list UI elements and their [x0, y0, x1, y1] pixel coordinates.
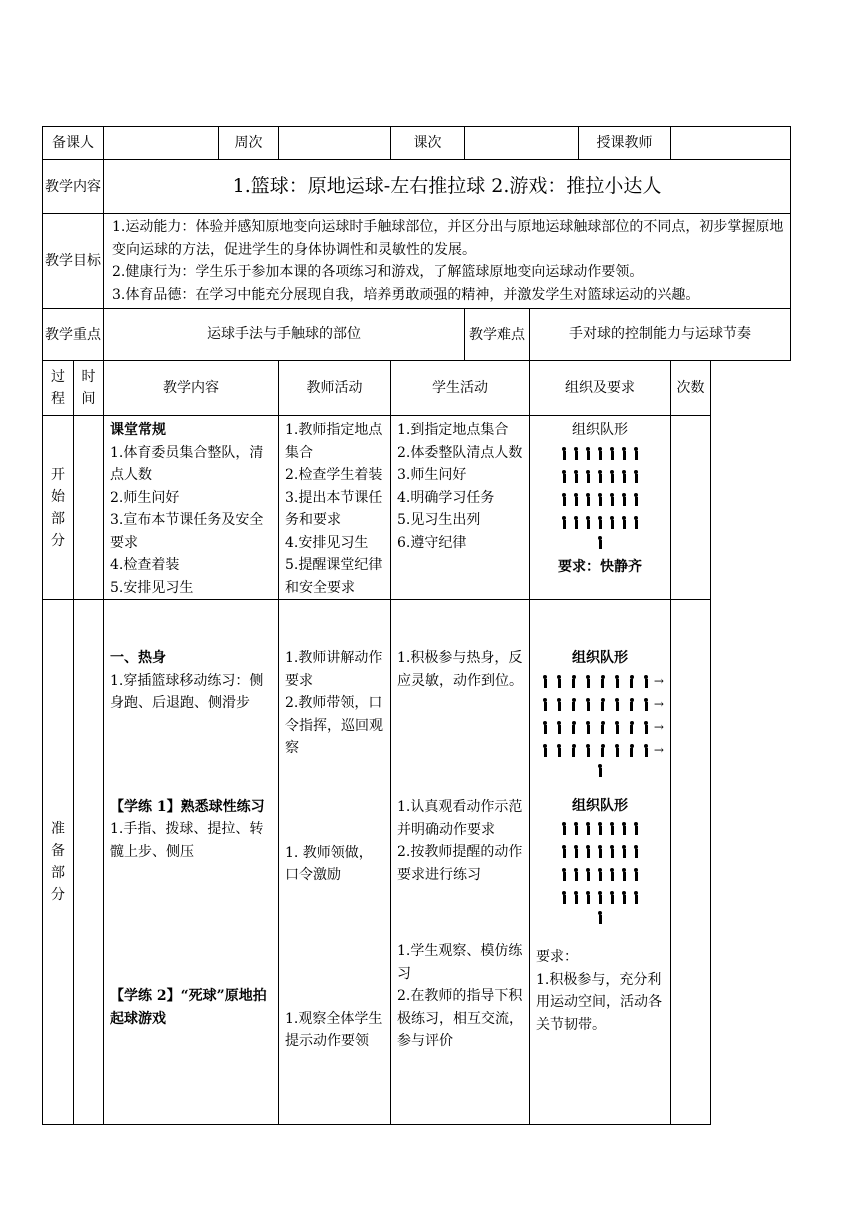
- student-figure-icon: [597, 516, 603, 529]
- prep-time: [74, 600, 104, 1125]
- start-row: [43, 416, 791, 600]
- student-figure-icon: [573, 470, 579, 483]
- requirement-text: 1.积极参与，充分利用运动空间，活动各关节韧带。: [536, 971, 662, 1033]
- student-figure-icon: [542, 721, 544, 734]
- col-student-activity: 学生活动: [391, 361, 530, 416]
- student-figure-icon: [573, 868, 579, 881]
- student-figure-icon: [585, 822, 591, 835]
- student-figure-icon: [633, 822, 639, 835]
- start-count: [671, 416, 711, 600]
- student-figure-icon: [556, 675, 558, 688]
- drill2-title: 【学练 2】“死球”原地拍起球游戏: [110, 988, 267, 1027]
- requirement-label: 要求：: [536, 949, 578, 965]
- goal-item: 1.运动能力：体验并感知原地变向运球时手触球部位，并区分出与原地运球触球部位的不同点，初步掌握原地变向运球的方法，促进学生的身体协调性和灵敏性的发展。: [112, 219, 784, 258]
- student-figure-icon: [633, 470, 639, 483]
- warmup-title: 一、热身: [110, 650, 166, 666]
- start-teacher: [279, 416, 391, 600]
- col-process: 过程: [43, 361, 74, 416]
- student-figure-icon: [629, 744, 631, 757]
- start-content: [104, 416, 279, 600]
- lesson-plan-table: [42, 126, 791, 1125]
- student-figure-icon: [542, 675, 544, 688]
- prep-count: [671, 600, 711, 1125]
- list-item: 2.体委整队清点人数: [397, 444, 523, 461]
- student-figure-icon: [597, 822, 603, 835]
- student-figure-icon: [585, 868, 591, 881]
- student-figure-icon: [571, 675, 573, 688]
- start-content-title: 课堂常规: [110, 422, 166, 438]
- formation-row: [536, 840, 664, 863]
- formation-title: 组织队形: [572, 797, 628, 814]
- student-figure-icon: [585, 744, 587, 757]
- student-figure-icon: [621, 845, 627, 858]
- list-item: 4.安排见习生: [285, 534, 369, 551]
- student-figure-icon: [573, 891, 579, 904]
- prep-student: [391, 600, 530, 1125]
- student-figure-icon: [621, 822, 627, 835]
- prep-row: [43, 600, 791, 1125]
- goal-item: 3.体育品德：在学习中能充分展现自我，培养勇敢顽强的精神，并激发学生对篮球运动的兴趣。: [112, 286, 700, 303]
- warmup-item: 1.穿插篮球移动练习：侧身跑、后退跑、侧滑步: [110, 672, 264, 711]
- student-figure-icon: [597, 845, 603, 858]
- list-item: 2.教师带领，口令指挥，巡回观察: [285, 695, 383, 756]
- column-header-row: [43, 361, 791, 416]
- arrow-right-icon: →: [653, 673, 664, 688]
- formation-diagram: [536, 442, 664, 554]
- list-item: 5.见习生出列: [397, 512, 481, 528]
- student-figure-icon: [614, 744, 616, 757]
- student-figure-icon: [609, 493, 615, 506]
- student-figure-icon: [585, 516, 591, 529]
- student-figure-icon: [597, 447, 603, 460]
- start-time: [74, 416, 104, 600]
- student-figure-icon: [600, 744, 602, 757]
- prep-label: 准备部分: [43, 600, 74, 1125]
- student-figure-icon: [561, 822, 567, 835]
- col-count: 次数: [671, 361, 711, 416]
- student-figure-icon: [561, 868, 567, 881]
- formation-row: [536, 739, 664, 762]
- formation-row: [536, 511, 664, 534]
- student-figure-icon: [609, 516, 615, 529]
- student-figure-icon: [633, 447, 639, 460]
- prep-teacher: [279, 600, 391, 1125]
- student-figure-icon: [597, 470, 603, 483]
- student-figure-icon: [621, 516, 627, 529]
- student-figure-icon: [621, 470, 627, 483]
- student-figure-icon: [609, 868, 615, 881]
- formation-row: [536, 886, 664, 909]
- goals-cell: [104, 214, 791, 309]
- arrow-right-icon: →: [653, 696, 664, 711]
- student-figure-icon: [643, 675, 645, 688]
- student-figure-icon: [573, 822, 579, 835]
- student-figure-icon: [633, 516, 639, 529]
- content-label: 教学内容: [43, 160, 104, 214]
- list-item: 1.到指定地点集合: [397, 422, 509, 438]
- student-figure-icon: [585, 675, 587, 688]
- prep-content: [104, 600, 279, 1125]
- content-row: [43, 160, 791, 214]
- teacher-figure-icon: [597, 536, 603, 549]
- formation-title: 组织队形: [572, 650, 628, 666]
- col-time: 时间: [74, 361, 104, 416]
- student-figure-icon: [585, 447, 591, 460]
- student-figure-icon: [600, 721, 602, 734]
- teacher-label: 授课教师: [579, 127, 671, 160]
- list-item: 1.学生观察、模仿练习: [397, 943, 523, 982]
- student-figure-icon: [542, 744, 544, 757]
- col-teaching-content: 教学内容: [104, 361, 279, 416]
- lesson-plan-sheet: [42, 126, 790, 1116]
- student-figure-icon: [597, 493, 603, 506]
- list-item: 4.明确学习任务: [397, 489, 495, 506]
- list-item: 3.师生问好: [397, 467, 467, 483]
- start-label: 开始部分: [43, 416, 74, 600]
- header-row: [43, 127, 791, 160]
- student-figure-icon: [561, 891, 567, 904]
- lesson-label: 课次: [391, 127, 465, 160]
- formation-row: [536, 693, 664, 716]
- student-figure-icon: [585, 698, 587, 711]
- student-figure-icon: [614, 675, 616, 688]
- content-title: 1.篮球：原地运球-左右推拉球 2.游戏：推拉小达人: [104, 160, 791, 214]
- student-figure-icon: [571, 698, 573, 711]
- drill2-teacher: 1.观察全体学生提示动作要领: [285, 1010, 383, 1049]
- student-figure-icon: [556, 744, 558, 757]
- formation-leader: [536, 909, 664, 929]
- keypoints-row: [43, 309, 791, 361]
- formation-diagram: [536, 817, 664, 929]
- student-figure-icon: [585, 891, 591, 904]
- student-figure-icon: [573, 493, 579, 506]
- student-figure-icon: [609, 822, 615, 835]
- student-figure-icon: [621, 868, 627, 881]
- col-teacher-activity: 教师活动: [279, 361, 391, 416]
- student-figure-icon: [542, 698, 544, 711]
- list-item: 2.检查学生着装: [285, 467, 383, 483]
- student-figure-icon: [597, 868, 603, 881]
- student-figure-icon: [556, 721, 558, 734]
- preparer-value: [104, 127, 219, 160]
- student-figure-icon: [585, 845, 591, 858]
- drill1-title: 【学练 1】熟悉球性练习: [110, 798, 265, 815]
- list-item: 6.遵守纪律: [397, 534, 467, 551]
- goals-label: 教学目标: [43, 214, 104, 309]
- list-item: 3.宣布本节课任务及安全要求: [110, 512, 264, 551]
- student-figure-icon: [609, 891, 615, 904]
- student-figure-icon: [633, 891, 639, 904]
- arrow-right-icon: →: [653, 742, 664, 757]
- formation-row: [536, 488, 664, 511]
- warmup-student: 1.积极参与热身，反应灵敏，动作到位。: [397, 650, 523, 689]
- start-student: [391, 416, 530, 600]
- col-organization: 组织及要求: [530, 361, 671, 416]
- list-item: 1.认真观看动作示范并明确动作要求: [397, 799, 523, 838]
- lesson-value: [465, 127, 579, 160]
- teacher-figure-icon: [597, 764, 603, 777]
- student-figure-icon: [633, 845, 639, 858]
- student-figure-icon: [556, 698, 558, 711]
- student-figure-icon: [585, 721, 587, 734]
- student-figure-icon: [561, 516, 567, 529]
- student-figure-icon: [585, 493, 591, 506]
- student-figure-icon: [561, 470, 567, 483]
- student-figure-icon: [629, 675, 631, 688]
- formation-diagram: [536, 670, 664, 782]
- list-item: 5.提醒课堂纪律和安全要求: [285, 557, 383, 596]
- week-label: 周次: [219, 127, 279, 160]
- list-item: 4.检查着装: [110, 557, 180, 573]
- list-item: 2.在教师的指导下积极练习，相互交流，参与评价: [397, 988, 523, 1049]
- student-figure-icon: [561, 447, 567, 460]
- student-figure-icon: [573, 845, 579, 858]
- formation-leader: [536, 762, 664, 782]
- formation-title: 组织队形: [572, 422, 628, 438]
- student-figure-icon: [621, 447, 627, 460]
- formation-leader: [536, 534, 664, 554]
- prep-organization: [530, 600, 671, 1125]
- student-figure-icon: [633, 493, 639, 506]
- drill1-item: 1.手指、拨球、提拉、转髋上步、侧压: [110, 821, 264, 860]
- arrow-right-icon: →: [653, 719, 664, 734]
- keypoints-text: 运球手法与手触球的部位: [104, 309, 465, 361]
- week-value: [279, 127, 391, 160]
- teacher-value: [671, 127, 791, 160]
- list-item: 1.教师指定地点集合: [285, 422, 383, 461]
- formation-row: [536, 716, 664, 739]
- list-item: 5.安排见习生: [110, 579, 194, 596]
- list-item: 2.按教师提醒的动作要求进行练习: [397, 844, 523, 883]
- preparer-label: 备课人: [43, 127, 104, 160]
- student-figure-icon: [633, 868, 639, 881]
- student-figure-icon: [600, 698, 602, 711]
- student-figure-icon: [609, 447, 615, 460]
- student-figure-icon: [571, 721, 573, 734]
- keypoints-label: 教学重点: [43, 309, 104, 361]
- student-figure-icon: [561, 493, 567, 506]
- student-figure-icon: [614, 721, 616, 734]
- student-figure-icon: [600, 675, 602, 688]
- list-item: 1.教师讲解动作要求: [285, 650, 383, 689]
- list-item: 2.师生问好: [110, 489, 180, 506]
- student-figure-icon: [643, 698, 645, 711]
- student-figure-icon: [571, 744, 573, 757]
- student-figure-icon: [573, 447, 579, 460]
- formation-row: [536, 817, 664, 840]
- student-figure-icon: [614, 698, 616, 711]
- student-figure-icon: [629, 721, 631, 734]
- student-figure-icon: [629, 698, 631, 711]
- goals-row: [43, 214, 791, 309]
- difficulty-text: 手对球的控制能力与运球节奏: [530, 309, 791, 361]
- teacher-figure-icon: [597, 911, 603, 924]
- drill1-teacher: 1. 教师领做，口令激励: [285, 844, 373, 883]
- difficulty-label: 教学难点: [465, 309, 530, 361]
- start-organization: [530, 416, 671, 600]
- student-figure-icon: [643, 744, 645, 757]
- student-figure-icon: [585, 470, 591, 483]
- student-figure-icon: [573, 516, 579, 529]
- student-figure-icon: [621, 493, 627, 506]
- student-figure-icon: [643, 721, 645, 734]
- student-figure-icon: [609, 470, 615, 483]
- list-item: 3.提出本节课任务和要求: [285, 489, 383, 528]
- list-item: 1.体育委员集合整队，清点人数: [110, 444, 264, 483]
- formation-row: [536, 465, 664, 488]
- student-figure-icon: [561, 845, 567, 858]
- formation-row: [536, 863, 664, 886]
- formation-requirement: 要求：快静齐: [558, 558, 642, 575]
- formation-row: [536, 670, 664, 693]
- formation-row: [536, 442, 664, 465]
- student-figure-icon: [621, 891, 627, 904]
- student-figure-icon: [609, 845, 615, 858]
- goal-item: 2.健康行为：学生乐于参加本课的各项练习和游戏，了解篮球原地变向运球动作要领。: [112, 264, 644, 280]
- student-figure-icon: [597, 891, 603, 904]
